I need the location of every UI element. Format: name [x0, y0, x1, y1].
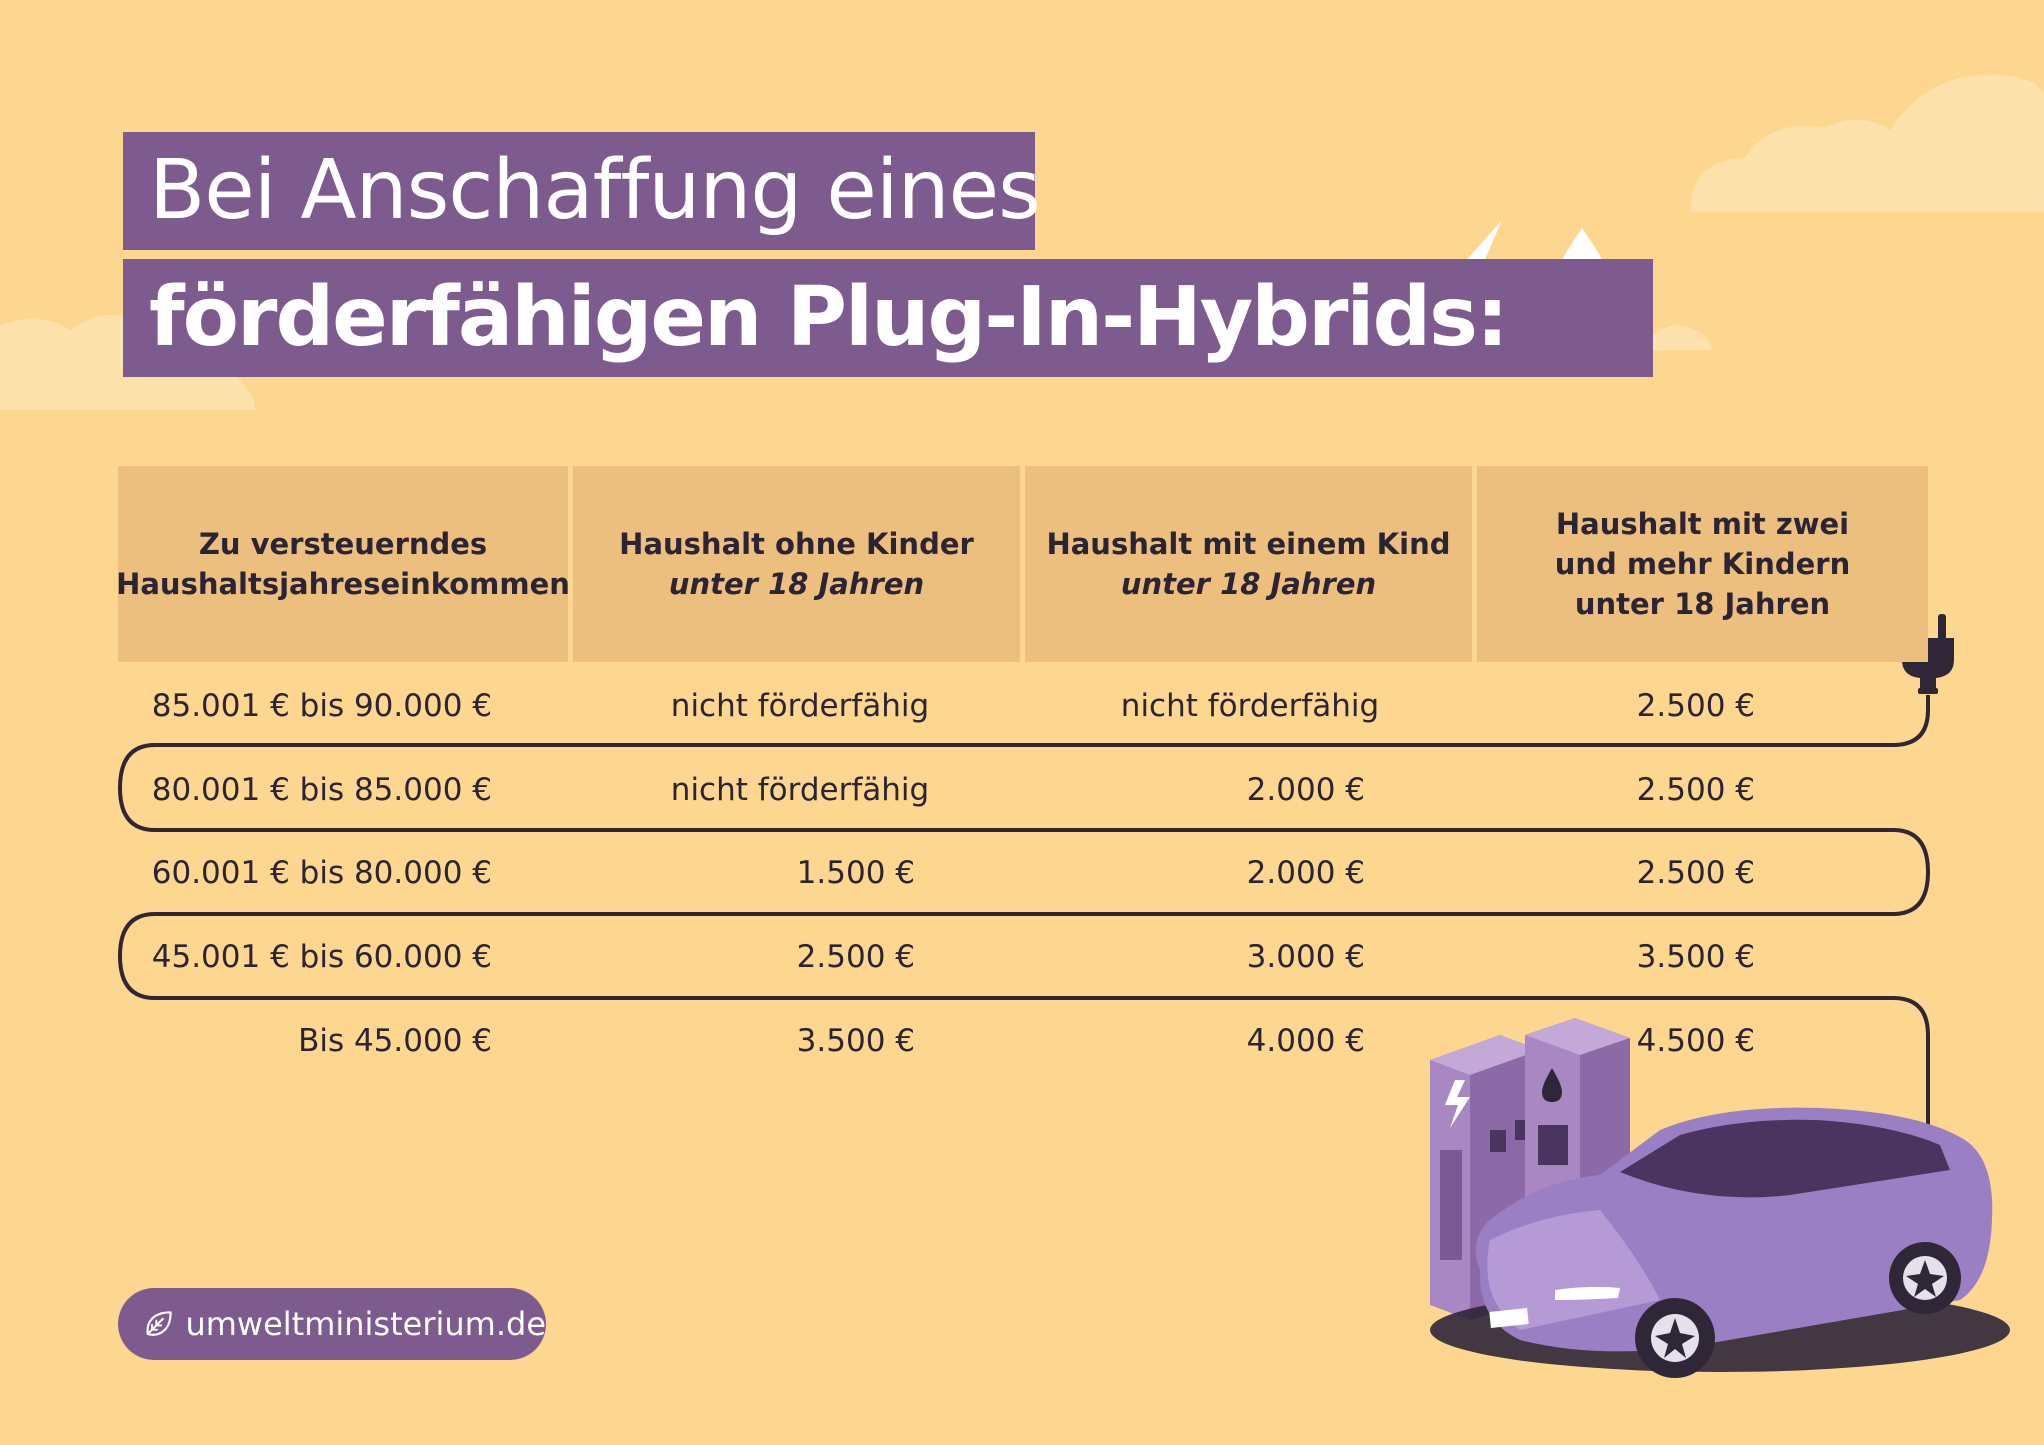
- website-link[interactable]: umweltministerium.de: [185, 1305, 546, 1343]
- title-line-1: Bei Anschaffung eines: [149, 143, 1040, 238]
- row3-two-children: 2.500 €: [1636, 855, 1755, 891]
- row5-income: Bis 45.000 €: [298, 1023, 492, 1059]
- header-no-children: [573, 466, 1020, 662]
- header-income-line1: Zu versteuerndes: [198, 527, 488, 561]
- header-two-children-line1: Haushalt mit zwei: [1555, 507, 1850, 541]
- header-two-children-line3: unter 18 Jahren: [1574, 587, 1831, 621]
- title-line-1-box: [123, 132, 1040, 250]
- row5-one-child: 4.000 €: [1246, 1023, 1365, 1059]
- row1-one-child: nicht förderfähig: [1120, 688, 1380, 724]
- title-line-2: förderfähigen Plug-In-Hybrids:: [149, 270, 1507, 365]
- header-one-child: [1025, 466, 1472, 662]
- header-income: [118, 466, 568, 662]
- header-no-children-line2: unter 18 Jahren: [668, 567, 925, 601]
- cloud-top-right: [1690, 75, 2044, 212]
- row4-two-children: 3.500 €: [1636, 939, 1755, 975]
- title-line-2-box: [123, 259, 1653, 377]
- row5-no-children: 3.500 €: [796, 1023, 915, 1059]
- row2-one-child: 2.000 €: [1246, 772, 1365, 808]
- website-badge[interactable]: [118, 1288, 546, 1360]
- row1-no-children: nicht förderfähig: [670, 688, 930, 724]
- row2-two-children: 2.500 €: [1636, 772, 1755, 808]
- header-two-children-line2: und mehr Kindern: [1554, 547, 1851, 581]
- row5-two-children: 4.500 €: [1636, 1023, 1755, 1059]
- row4-one-child: 3.000 €: [1246, 939, 1365, 975]
- row1-two-children: 2.500 €: [1636, 688, 1755, 724]
- row4-income: 45.001 € bis 60.000 €: [151, 939, 492, 975]
- row1-income: 85.001 € bis 90.000 €: [151, 688, 492, 724]
- row3-one-child: 2.000 €: [1246, 855, 1365, 891]
- header-two-children: [1477, 466, 1928, 662]
- header-one-child-line2: unter 18 Jahren: [1120, 567, 1377, 601]
- row4-no-children: 2.500 €: [796, 939, 915, 975]
- leaf-icon: [142, 1302, 173, 1346]
- row3-income: 60.001 € bis 80.000 €: [151, 855, 492, 891]
- header-income-line2: Haushaltsjahreseinkommen: [116, 567, 570, 601]
- row2-no-children: nicht förderfähig: [670, 772, 930, 808]
- header-no-children-line1: Haushalt ohne Kinder: [619, 527, 974, 561]
- header-one-child-line1: Haushalt mit einem Kind: [1046, 527, 1451, 561]
- row2-income: 80.001 € bis 85.000 €: [151, 772, 492, 808]
- row3-no-children: 1.500 €: [796, 855, 915, 891]
